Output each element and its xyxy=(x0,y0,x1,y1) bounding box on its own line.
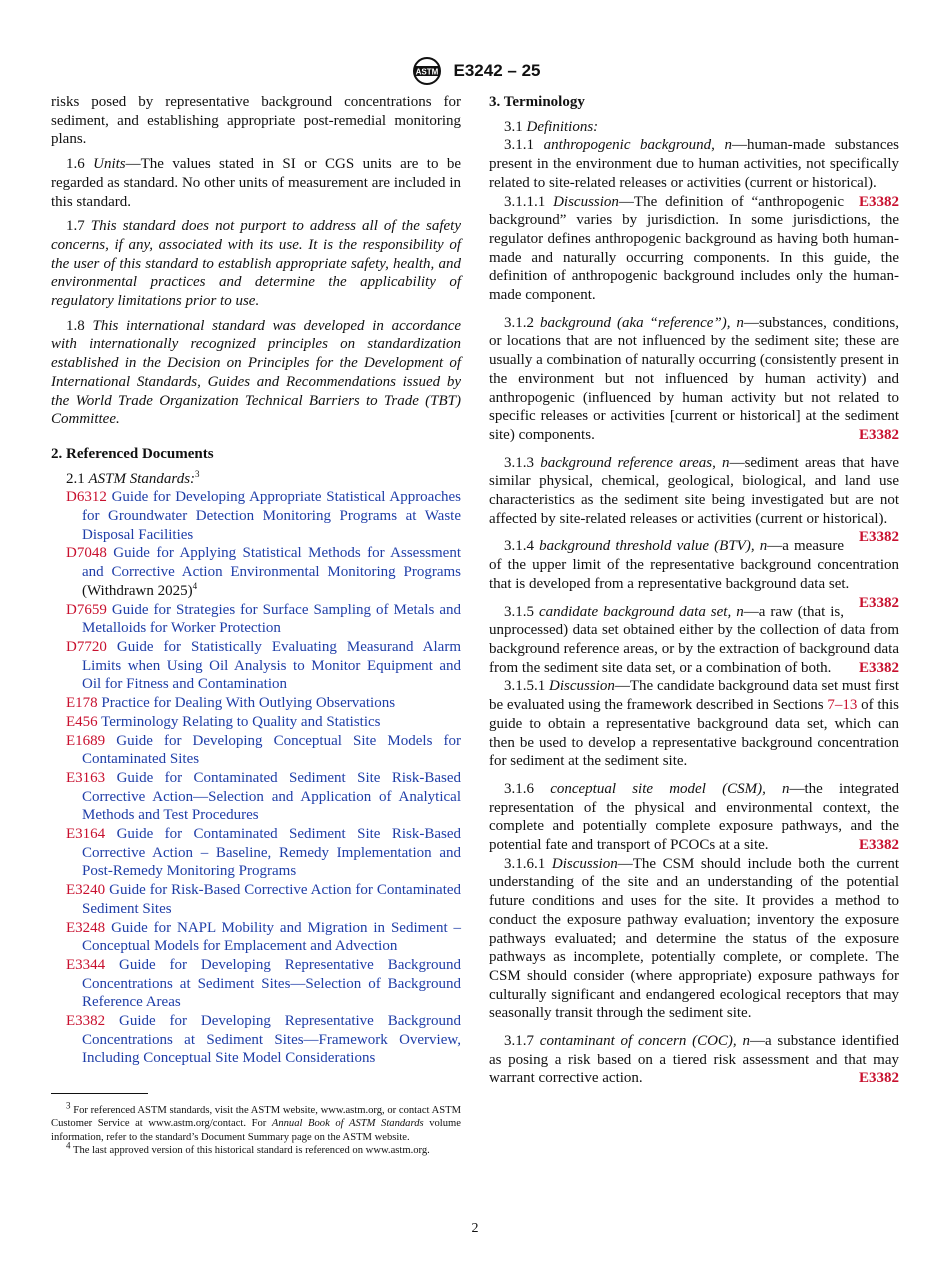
source-link[interactable]: E3382 xyxy=(858,193,899,210)
reference-code-link[interactable]: E178 xyxy=(66,695,98,712)
reference-code-link[interactable]: E3248 xyxy=(66,919,106,936)
reference-title-link[interactable]: Guide for NAPL Mobility and Migration in Sediment – Conceptual Models for Emplacement and Advection xyxy=(82,919,462,955)
reference-code-link[interactable]: D6312 xyxy=(66,489,107,506)
reference-item xyxy=(51,713,461,732)
section-link-7[interactable]: 7 xyxy=(827,697,835,714)
logo-text: ASTM xyxy=(415,67,438,77)
section-1-8: 1.8 This international standard was developed in accordance with internationally recognized principles on standardization established in the Decision on Principles for the Development of International Standards, Guides and Recommendations issued by the World Trade Organization Technical Barriers to Trade (TBT) Committee. xyxy=(51,317,462,428)
footnote-divider xyxy=(51,1093,148,1094)
referenced-documents-list xyxy=(51,488,461,1068)
reference-title-link[interactable]: Guide for Strategies for Surface Sampling of Metals and Metalloids for Worker Protection xyxy=(82,601,462,637)
astm-logo xyxy=(410,56,444,86)
footnote-marker: 4 xyxy=(192,580,198,591)
reference-code-link[interactable]: E1689 xyxy=(66,732,106,749)
definition-3-1-2: 3.1.2 background (aka “reference”), n—substances, conditions, or locations that are not influenced by the sediment site; these are usually a combination of naturally occurring (consistently present in the environment but not influenced by human activity) and anthropogenic (influenced by human activity but not related to specific releases or activities [current or historical] at the sediment site) components. E3382 xyxy=(489,314,900,443)
reference-title-link[interactable]: Guide for Contaminated Sediment Site Risk-Based Corrective Action—Selection and Application of Analytical Methods and Test Procedures xyxy=(82,769,461,824)
reference-item xyxy=(51,825,461,881)
source-link[interactable]: E3382 xyxy=(858,529,899,546)
reference-title-link[interactable]: Guide for Risk-Based Corrective Action for Contaminated Sediment Sites xyxy=(82,882,462,917)
source-link[interactable]: E3382 xyxy=(858,837,899,854)
definition-3-1-4: 3.1.4 background threshold value (BTV), n—a measure of the upper limit of the representative background concentration that is developed from a representative background data set. E3382 xyxy=(489,538,899,611)
paragraph-continued: risks posed by representative background concentrations for sediment, and establishing appropriate post-remedial monitoring plans. xyxy=(51,94,461,148)
reference-code-link[interactable]: D7720 xyxy=(66,638,107,655)
reference-title-link[interactable]: Guide for Applying Statistical Methods for Assessment and Corrective Action Environmental Monitoring Programs xyxy=(82,545,462,581)
reference-title-link[interactable]: Guide for Developing Representative Background Concentrations at Sediment Sites—Framework Overview, Including Conceptual Site Model Considerations xyxy=(82,1013,462,1067)
reference-code-link[interactable]: E3240 xyxy=(66,882,106,899)
definition-3-1-7: 3.1.7 contaminant of concern (COC), n—a substance identified as posing a risk based on a tiered risk assessment and that may warrant corrective action. E3382 xyxy=(489,1033,899,1087)
discussion-3-1-6-1: 3.1.6.1 Discussion—The CSM should include both the current understanding of the site and an understanding of the potential future conditions and uses for the site. It provides a method to conduct the exposure pathway evaluation; inventory the exposure pathways evaluated; and determine the status of the exposure pathways as incomplete, potentially complete, or complete. The CSM should consider (where appropriate) exposure pathways for culturally significant and endangered ecological receptors that may seasonally transit through the sediment site. xyxy=(489,855,899,1022)
discussion-3-1-5-1: 3.1.5.1 Discussion—The candidate background data set must first be evaluated using the framework described in Sections 7–13 of this guide to obtain a representative background data set, which can then be used to develop a representative background concentration for sediment at the sediment site. xyxy=(489,678,900,770)
definition-3-1-5: 3.1.5 candidate background data set, n—a raw (that is, unprocessed) data set obtained either by the collection of data from background reference areas, or by the extraction of background data from the sediment site data set, or a combination of both. E3382 xyxy=(489,603,899,676)
reference-item xyxy=(51,769,461,825)
standard-designation: E3242 – 25 xyxy=(453,61,541,80)
reference-code-link[interactable]: E3344 xyxy=(66,956,106,973)
source-link[interactable]: E3382 xyxy=(858,594,899,611)
reference-item xyxy=(51,1012,461,1068)
reference-code-link[interactable]: E456 xyxy=(66,713,98,730)
source-link[interactable]: E3382 xyxy=(858,426,899,443)
reference-code-link[interactable]: E3382 xyxy=(66,1013,106,1030)
discussion-3-1-1-1: 3.1.1.1 Discussion—The definition of “anthropogenic background” varies by jurisdiction. In some jurisdictions, the regulator defines anthropogenic background as having both human-made and naturally occurring components. In this guide, the definition of anthropogenic background includes only the human-made component. xyxy=(489,193,899,304)
reference-item xyxy=(51,601,461,638)
source-link[interactable]: E3382 xyxy=(858,659,899,676)
section-1-7: 1.7 This standard does not purport to address all of the safety concerns, if any, associated with its use. It is the responsibility of the user of this standard to establish appropriate safety, health, and environmental practices and determine the applicability of regulatory limitations prior to use. xyxy=(51,218,461,310)
page-number: 2 xyxy=(471,1221,479,1236)
reference-item xyxy=(51,694,461,713)
reference-item xyxy=(51,732,461,769)
definition-3-1-3: 3.1.3 background reference areas, n—sediment areas that have similar physical, chemical, geological, biological, and land use characteristics as the sediment site being investigated but are not affected by site-related releases or activities (current or historical). E3382 xyxy=(489,454,900,546)
reference-title-link[interactable]: Guide for Developing Conceptual Site Models for Contaminated Sites xyxy=(82,732,461,768)
section-2-1: 2.1 ASTM Standards:$^3$ xyxy=(66,468,200,487)
reference-item xyxy=(51,638,461,694)
reference-item xyxy=(51,488,461,544)
reference-item xyxy=(51,956,461,1012)
reference-title-link[interactable]: Guide for Developing Representative Background Concentrations at Sediment Sites—Selection of Background Reference Areas xyxy=(82,956,462,1011)
definition-3-1-1: 3.1.1 anthropogenic background, n—human-made substances present in the environment due to human activities, not specifically related to site-related releases or activities (current or historical). E3382 xyxy=(489,137,899,210)
section-2-heading: 2. Referenced Documents xyxy=(51,445,214,462)
reference-title-link[interactable]: Guide for Contaminated Sediment Site Risk-Based Corrective Action – Baseline, Remedy Implementation and Post-Remedy Monitoring Programs xyxy=(82,826,461,880)
reference-item xyxy=(51,881,461,918)
footnote-3: $^3$ For referenced ASTM standards, visit the ASTM website, www.astm.org, or contact ASTM Customer Service at www.astm.org/contact. For Annual Book of ASTM Standards volume information, refer to the standard’s Document Summary page on the ASTM website. xyxy=(51,1100,462,1143)
source-link[interactable]: E3382 xyxy=(858,1070,899,1087)
reference-code-link[interactable]: D7048 xyxy=(66,545,107,562)
reference-note: (Withdrawn 2025) xyxy=(82,582,193,599)
reference-code-link[interactable]: E3163 xyxy=(66,769,106,786)
reference-title-link[interactable]: Guide for Statistically Evaluating Measurand Alarm Limits when Using Oil Analysis to Monitor Equipment and Oil for Fitness and Contamination xyxy=(82,638,462,693)
definition-3-1-6: 3.1.6 conceptual site model (CSM), n—the integrated representation of the physical and environmental context, the complete and potentially complete exposure pathways, and the potential fate and transport of PCOCs at a site. E3382 xyxy=(489,780,900,854)
reference-item xyxy=(51,544,461,600)
reference-title-link[interactable]: Terminology Relating to Quality and Statistics xyxy=(101,713,381,730)
section-1-6: 1.6 Units—The values stated in SI or CGS units are to be regarded as standard. No other units of measurement are included in this standard. xyxy=(51,156,461,210)
right-column xyxy=(489,93,899,1088)
reference-item xyxy=(51,919,461,956)
page-header xyxy=(0,56,950,86)
reference-code-link[interactable]: D7659 xyxy=(66,601,107,618)
reference-title-link[interactable]: Practice for Dealing With Outlying Observations xyxy=(101,695,396,712)
reference-code-link[interactable]: E3164 xyxy=(66,826,106,843)
footnote-4: $^4$ The last approved version of this historical standard is referenced on www.astm.org. xyxy=(66,1140,430,1156)
reference-title-link[interactable]: Guide for Developing Appropriate Statistical Approaches for Groundwater Detection Monitoring Programs at Waste Disposal Facilities xyxy=(82,489,461,543)
section-3-heading: 3. Terminology xyxy=(489,94,585,110)
left-column xyxy=(51,93,461,1068)
section-link-13[interactable]: 13 xyxy=(842,697,858,714)
section-3-1: 3.1 Definitions: xyxy=(504,118,599,135)
footnotes xyxy=(51,1100,462,1157)
